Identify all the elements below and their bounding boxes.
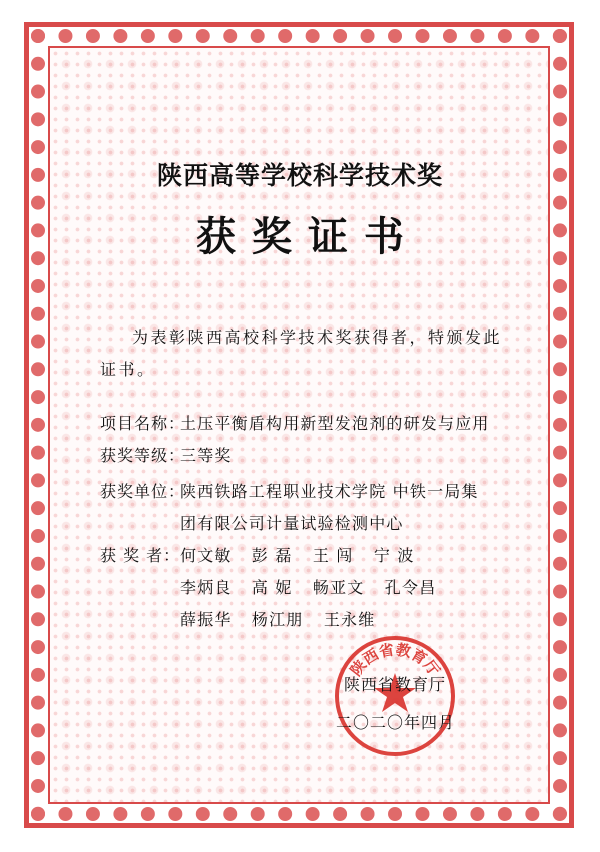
awardee-name: 畅亚文	[312, 578, 365, 597]
certificate-title: 获奖证书	[196, 213, 420, 260]
awardee-name: 王永维	[323, 610, 376, 629]
intro-text: 为表彰陕西高校科学技术奖获得者，特颁发此证书。	[100, 328, 503, 379]
seal-text: 陕西省教育厅	[346, 640, 444, 680]
unit-row	[100, 476, 520, 540]
level-label: 获奖等级：	[100, 446, 186, 465]
awardee-row	[100, 540, 520, 636]
unit-value	[180, 476, 520, 540]
unit-label: 获奖单位：	[100, 482, 186, 501]
level-value: 三等奖	[180, 446, 232, 465]
issuer: 陕西省教育厅	[344, 675, 447, 694]
issue-date: 二〇二〇年四月	[336, 713, 456, 732]
awardee-name: 孔令昌	[384, 578, 437, 597]
awardee-name: 王 闯	[312, 546, 354, 565]
awardee-name: 杨江朋	[251, 610, 304, 629]
official-seal-icon	[332, 633, 458, 759]
awardee-line-2	[180, 572, 520, 604]
project-row	[100, 408, 520, 440]
unit-value-line-1: 陕西铁路工程职业技术学院 中铁一局集	[180, 482, 479, 501]
awardee-list	[180, 540, 520, 636]
awardee-name: 宁 波	[373, 546, 415, 565]
awardee-name: 彭 磊	[251, 546, 293, 565]
unit-value-line-2: 团有限公司计量试验检测中心	[180, 514, 404, 533]
awardee-name: 薛振华	[180, 610, 232, 629]
awardee-label: 获 奖 者：	[100, 546, 181, 565]
awardee-line-3	[180, 604, 520, 636]
awardee-name: 高 妮	[251, 578, 293, 597]
awardee-line-1	[180, 540, 520, 572]
level-row	[100, 440, 520, 472]
award-name: 陕西高等学校科学技术奖	[156, 161, 443, 190]
awardee-name: 何文敏	[180, 546, 232, 565]
project-value: 土压平衡盾构用新型发泡剂的研发与应用	[180, 414, 490, 433]
project-label: 项目名称：	[100, 414, 186, 433]
awardee-name: 李炳良	[180, 578, 232, 597]
